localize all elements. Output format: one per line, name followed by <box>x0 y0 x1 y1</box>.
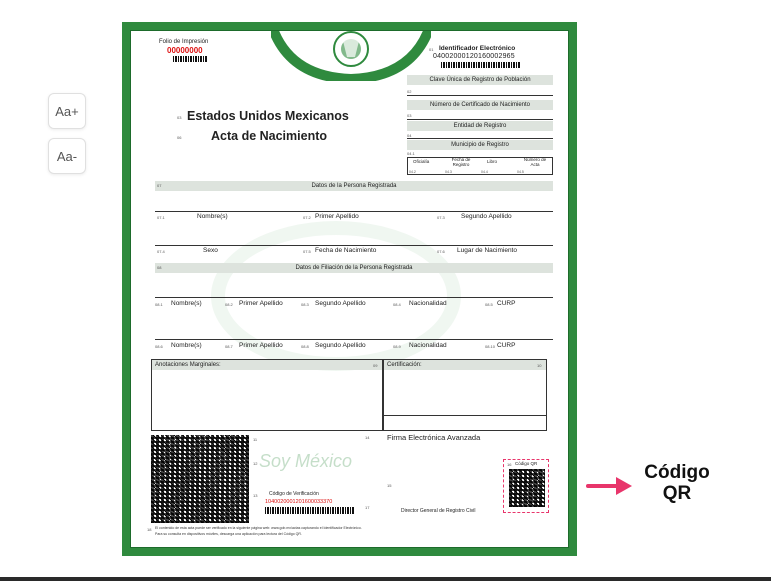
verification-code-label: Código de Verificación <box>269 491 319 497</box>
reg-fecha-nacimiento-label: Fecha de Nacimiento <box>315 247 377 254</box>
field-number: 08.10 <box>485 344 496 349</box>
col-fecha-registro: Fecha de Registro <box>451 157 471 167</box>
filiation-bar: Datos de Filiación de la Persona Registrada <box>155 263 553 273</box>
title-act: Acta de Nacimiento <box>211 129 328 143</box>
field-number: 09 <box>373 363 378 368</box>
reg-primer-apellido-label: Primer Apellido <box>315 213 359 220</box>
fil2-segundo-apellido-label: Segundo Apellido <box>315 342 366 349</box>
electronic-id-barcode <box>441 62 521 68</box>
field-number: 08.6 <box>155 344 163 349</box>
qr-code-small-label: Código QR <box>515 461 538 466</box>
field-number: 07.4 <box>157 249 165 254</box>
field-number: 13 <box>253 493 258 498</box>
field-number: 07.3 <box>437 215 445 220</box>
field-number: 02 <box>407 89 412 94</box>
filiation-row2-line <box>155 339 553 340</box>
soy-mexico-watermark: Soy México <box>259 451 353 471</box>
field-number: 08.1 <box>155 302 163 307</box>
filiation-row1-line <box>155 297 553 298</box>
field-number: 03 <box>177 115 182 120</box>
folio-number: 00000000 <box>167 46 203 55</box>
fil2-nombre-label: Nombre(s) <box>171 342 202 349</box>
registry-entity-line <box>407 138 553 139</box>
field-number: 08.7 <box>225 344 233 349</box>
birth-certificate-document <box>122 22 577 556</box>
fil1-curp-label: CURP <box>497 300 516 307</box>
fil1-primer-apellido-label: Primer Apellido <box>239 300 283 307</box>
reg-segundo-apellido-label: Segundo Apellido <box>461 213 512 220</box>
fil2-nacionalidad-label: Nacionalidad <box>409 342 447 349</box>
reg-sexo-label: Sexo <box>203 247 218 254</box>
reg-nombre-label: Nombre(s) <box>197 213 228 220</box>
footer-note-line1: El contenido de esta acta puede ser verificado en la siguiente página web: www.gob.mx/actas capturando el Identificador Electrónico. <box>155 526 362 530</box>
field-number: 08.3 <box>301 302 309 307</box>
field-number: 04.4 <box>481 170 488 174</box>
digital-seal-qr <box>151 435 249 523</box>
window-bottom-border <box>0 577 771 581</box>
fil1-nacionalidad-label: Nacionalidad <box>409 300 447 307</box>
certificate-number-bar: Número de Certificado de Nacimiento <box>407 100 553 110</box>
field-number: 18 <box>147 527 152 532</box>
electronic-id-label: Identificador Electrónico <box>439 45 516 52</box>
field-number: 04.5 <box>517 170 524 174</box>
registered-row2-line <box>155 245 553 246</box>
increase-font-button[interactable]: Aa+ <box>48 93 86 129</box>
field-number: 11 <box>253 437 258 442</box>
certificate-body <box>130 30 569 548</box>
field-number: 08 <box>157 265 162 270</box>
firma-electronica-label: Firma Electrónica Avanzada <box>387 433 481 442</box>
fil1-segundo-apellido-label: Segundo Apellido <box>315 300 366 307</box>
certification-inner-line <box>383 415 547 416</box>
field-number: 01 <box>429 47 434 52</box>
electronic-id-value: 04002000120160002965 <box>433 53 515 60</box>
certification-header: Certificación: <box>384 360 546 370</box>
field-number: 17 <box>365 505 370 510</box>
director-label: Director General de Registro Civil <box>401 508 476 514</box>
field-number: 03 <box>407 113 412 118</box>
qr-callout-label <box>632 462 722 504</box>
field-number: 07.1 <box>157 215 165 220</box>
folio-label: Folio de Impresión <box>159 39 209 45</box>
registered-person-bar: Datos de la Persona Registrada <box>155 181 553 191</box>
qr-code-small <box>509 469 545 507</box>
field-number: 15 <box>387 483 392 488</box>
field-number: 08.5 <box>485 302 493 307</box>
field-number: 04.3 <box>445 170 452 174</box>
national-emblem-icon <box>271 30 434 81</box>
marginal-notes-header: Anotaciones Marginales: <box>152 360 382 370</box>
col-numero-acta: Número de Acta <box>523 157 547 167</box>
fil2-primer-apellido-label: Primer Apellido <box>239 342 283 349</box>
field-number: 08.2 <box>225 302 233 307</box>
field-number: 07.5 <box>303 249 311 254</box>
registered-row1-line <box>155 211 553 212</box>
field-number: 04 <box>407 133 412 138</box>
field-number: 14 <box>365 435 370 440</box>
fil1-nombre-label: Nombre(s) <box>171 300 202 307</box>
municipality-bar: Municipio de Registro <box>407 140 553 150</box>
field-number: 06 <box>177 135 182 140</box>
field-number: 07 <box>157 183 162 188</box>
curp-line <box>407 95 553 96</box>
field-number: 07.2 <box>303 215 311 220</box>
field-number: 04.2 <box>409 170 416 174</box>
field-number: 12 <box>253 461 258 466</box>
curp-header-bar: Clave Única de Registro de Población <box>407 75 553 85</box>
footer-note-line2: Para su consulta en dispositivos móviles, descarga una aplicación para lectura del Código QR. <box>155 532 302 536</box>
field-number: 08.8 <box>301 344 309 349</box>
field-number: 07.6 <box>437 249 445 254</box>
verification-barcode <box>265 507 355 514</box>
callout-line1: Código <box>644 462 710 483</box>
reg-lugar-nacimiento-label: Lugar de Nacimiento <box>457 247 517 254</box>
folio-barcode <box>173 56 207 62</box>
decrease-font-button[interactable]: Aa- <box>48 138 86 174</box>
col-oficialia: Oficialía <box>413 159 430 164</box>
title-country: Estados Unidos Mexicanos <box>187 109 349 123</box>
field-number: 08.4 <box>393 302 401 307</box>
fil2-curp-label: CURP <box>497 342 516 349</box>
verification-code-value: 1040020001201600033370 <box>265 499 333 505</box>
registry-entity-bar: Entidad de Registro <box>407 121 553 131</box>
field-number: 16 <box>507 462 512 467</box>
field-number: 04.1 <box>407 151 415 156</box>
field-number: 08.9 <box>393 344 401 349</box>
callout-arrow-icon <box>586 474 634 498</box>
field-number: 10 <box>537 363 542 368</box>
certificate-number-line <box>407 119 553 120</box>
callout-line2: QR <box>662 483 692 504</box>
col-libro: Libro <box>487 159 498 164</box>
